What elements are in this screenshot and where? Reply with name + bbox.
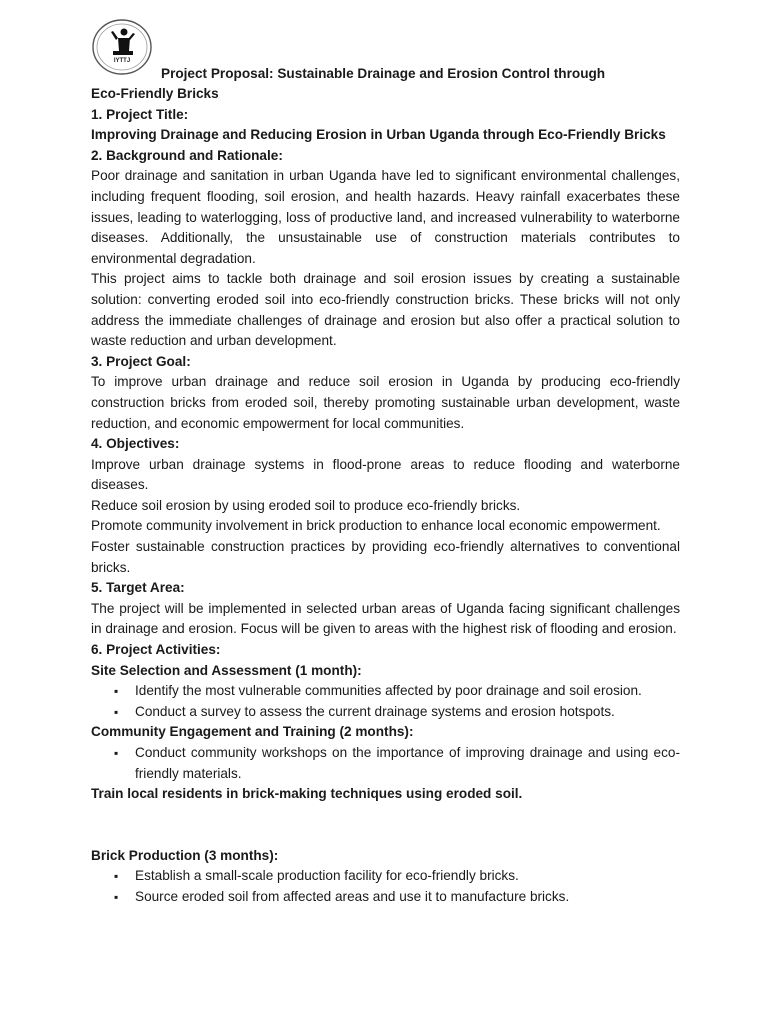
activity-3-item: ▪ Establish a small-scale production facility for eco-friendly bricks.	[135, 866, 680, 887]
activity-2-extra-text: Train local residents in brick-making techniques using eroded soil.	[91, 786, 523, 802]
target-area-text: The project will be implemented in selected urban areas of Uganda facing significant challenges in drainage and erosion. Focus will be given to areas with the highest risk of flooding and erosion.	[91, 600, 680, 637]
section-5-heading: 5. Target Area:	[91, 580, 185, 596]
activity-3-list	[91, 866, 680, 907]
activity-1-heading: Site Selection and Assessment (1 month):	[91, 662, 362, 678]
objective-item: Promote community involvement in brick production to enhance local economic empowerment.	[91, 518, 661, 534]
document-title-line-1: Project Proposal: Sustainable Drainage and Erosion Control through	[161, 66, 606, 81]
background-paragraph-1: Poor drainage and sanitation in urban Uganda have led to significant environmental challenges, including frequent flooding, soil erosion, and health hazards. Heavy rainfall exacerbates these issues, leading to waterlogging, loss of productive land, and increased vulnerability to waterborne diseases. Additionally, the unsustainable use of construction materials contributes to environmental degradation.	[91, 168, 680, 266]
section-6-heading: 6. Project Activities:	[91, 642, 221, 658]
project-goal-text: To improve urban drainage and reduce soil erosion in Uganda by producing eco-friendly construction bricks from eroded soil, thereby promoting sustainable urban development, waste reduction, and economic empowerment for local communities.	[91, 374, 680, 431]
activity-2-item: ▪ Conduct community workshops on the importance of improving drainage and using eco-friendly materials.	[135, 743, 680, 784]
section-4-heading: 4. Objectives:	[91, 436, 180, 452]
document-body	[91, 84, 680, 908]
activity-3-heading: Brick Production (3 months):	[91, 847, 279, 863]
objective-item: Improve urban drainage systems in flood-prone areas to reduce flooding and waterborne diseases.	[91, 456, 680, 493]
activity-2-list	[91, 743, 680, 784]
activity-3-item: ▪ Source eroded soil from affected areas and use it to manufacture bricks.	[135, 887, 680, 908]
activity-2-heading: Community Engagement and Training (2 months):	[91, 724, 414, 740]
section-3-heading: 3. Project Goal:	[91, 353, 191, 369]
document-title-line-2: Eco-Friendly Bricks	[91, 86, 219, 101]
objective-item: Reduce soil erosion by using eroded soil to produce eco-friendly bricks.	[91, 497, 521, 513]
blank-spacing	[91, 805, 680, 846]
svg-text:IYTTJ: IYTTJ	[113, 58, 131, 64]
section-2-heading: 2. Background and Rationale:	[91, 147, 283, 163]
objective-item: Foster sustainable construction practices by providing eco-friendly alternatives to conventional bricks.	[91, 539, 680, 575]
section-1-heading: 1. Project Title:	[91, 106, 189, 122]
activity-1-item: ▪ Conduct a survey to assess the current drainage systems and erosion hotspots.	[135, 702, 680, 723]
activity-1-item: ▪ Identify the most vulnerable communities affected by poor drainage and soil erosion.	[135, 681, 680, 702]
organization-logo-icon	[91, 18, 153, 76]
project-title-text: Improving Drainage and Reducing Erosion in Urban Uganda through Eco-Friendly Bricks	[91, 127, 666, 143]
background-paragraph-2: This project aims to tackle both drainage and soil erosion issues by creating a sustainable solution: converting eroded soil into eco-friendly construction bricks. These bricks will not only address the immediate challenges of drainage and erosion but also offer a practical solution to waste reduction and urban development.	[91, 271, 680, 349]
activity-1-list	[91, 681, 680, 722]
